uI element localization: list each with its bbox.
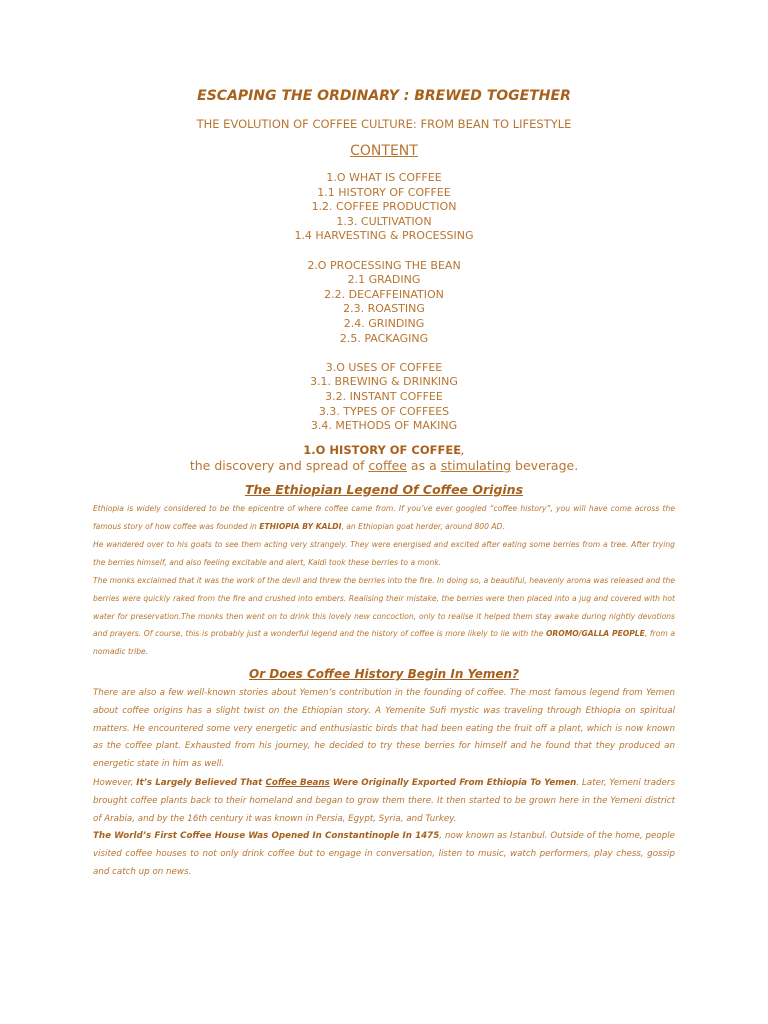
history-sub-text: as a [406,458,441,473]
yemen-paragraph [93,775,675,828]
yemen-paragraph: There are also a few well-known stories about Yemen’s contribution in the founding of coffee. The most famous legend from Yemen about coffee origins has a slight twist on the Ethiopian story. A Yemenite Sufi mystic was traveling through Ethiopia on spiritual matters. He encountered some very energetic and enthusiastic birds that had been eating the fruit off a plant, which is now known as the coffee plant. Exhausted from his journey, he decided to try these berries for himself and he found that they produced an energetic state in him as well. [93,688,675,770]
stimulating-link[interactable]: stimulating [440,458,512,473]
toc-group-2 [0,259,768,347]
toc-item: 3.4. METHODS OF MAKING [310,419,458,433]
table-of-contents [0,171,768,448]
paragraph-text: , an Ethiopian goat herder, around 800 AD. [341,521,505,531]
paragraph-bold-text: ETHIOPIA BY KALDI [259,521,342,531]
toc-item: 2.O PROCESSING THE BEAN [307,258,461,272]
toc-item: 1.O WHAT IS COFFEE [326,171,442,184]
paragraph-bold-text: Were Originally Exported From Ethiopia To Yemen [329,778,577,788]
toc-item: 3.O USES OF COFFEE [325,360,443,374]
history-heading-text: 1.O HISTORY OF COFFEE [303,443,462,457]
paragraph-bold-text: OROMO/GALLA PEOPLE [545,629,645,639]
document-subtitle: THE EVOLUTION OF COFFEE CULTURE: FROM BEAN TO LIFESTYLE [196,117,572,131]
toc-item: 1.4 HARVESTING & PROCESSING [294,229,474,243]
history-subheading [0,458,768,473]
ethiopia-paragraph [93,572,675,661]
toc-item: 3.1. BREWING & DRINKING [310,375,458,389]
toc-item: 2.2. DECAFFEINATION [324,287,444,301]
history-sub-text: beverage. [511,458,579,473]
ethiopia-paragraph: He wandered over to his goats to see them acting very strangely. They were energised and excited after eating some berries from a tree. After trying the berries himself, and also feeling excitable and alert, Kaldi took these berries to a monk. [93,540,675,567]
coffee-beans-link[interactable]: Coffee Beans [265,778,330,788]
toc-group-1 [0,171,768,244]
paragraph-text: Ethiopia is widely considered to be the epicentre of where coffee came from. If you’ve ever googled “coffee history”, you will have come across the famous story of how coffee was founded in [93,504,675,531]
yemen-paragraph [93,828,675,881]
toc-item: 2.3. ROASTING [343,302,425,316]
ethiopia-section-heading: The Ethiopian Legend Of Coffee Origins [244,482,524,497]
history-sub-text: the discovery and spread of [189,458,369,473]
paragraph-text: , now known as Istanbul. Outside of the home, people visited coffee houses to not only drink coffee but to engage in conversation, listen to music, watch performers, play chess, gossip and catch up on news. [93,831,675,877]
paragraph-bold-text: It’s Largely Believed That [136,778,266,788]
toc-item: 2.4. GRINDING [343,316,425,330]
toc-item: 1.2. COFFEE PRODUCTION [311,200,457,214]
yemen-section-heading: Or Does Coffee History Begin In Yemen? [249,667,519,681]
history-heading-comma: , [461,443,465,457]
toc-item: 3.3. TYPES OF COFFEES [318,404,450,418]
history-heading [0,443,768,457]
toc-item: 2.5. PACKAGING [339,331,429,345]
paragraph-bold-text: The World’s First Coffee House Was Opened In Constantinople In 1475 [93,831,440,841]
toc-item: 1.1 HISTORY OF COFFEE [317,185,451,199]
paragraph-text: The monks exclaimed that it was the work of the devil and threw the berries into the fire. In doing so, a beautiful, heavenly aroma was released and the berries were quickly raked from the fire and crushed into embers. Realising their mistake, the berries were then placed into a jug and covered with hot water for preservation.The monks then went on to drink this lovely new concoction, only to realise it helped them stay awake during nightly devotions and prayers. Of course, this is probably just a wonderful legend and the history of coffee is more likely to lie with the [93,576,675,639]
document-title: ESCAPING THE ORDINARY : BREWED TOGETHER [197,88,571,104]
paragraph-text: , from a nomadic tribe. [93,629,675,657]
content-heading: CONTENT [350,143,418,159]
coffee-link[interactable]: coffee [368,458,407,473]
ethiopia-paragraph [93,500,675,536]
toc-item: 1.3. CULTIVATION [336,214,432,228]
toc-group-3 [0,361,768,434]
toc-item: 3.2. INSTANT COFFEE [325,389,443,403]
paragraph-text: . Later, Yemeni traders brought coffee plants back to their homeland and began to grow them there. It then started to be grown here in the Yemeni district of Arabia, and by the 16th century it was known in Persia, Egypt, Syria, and Turkey. [93,778,675,824]
toc-item: 2.1 GRADING [347,273,421,287]
paragraph-text: However, [93,778,137,788]
